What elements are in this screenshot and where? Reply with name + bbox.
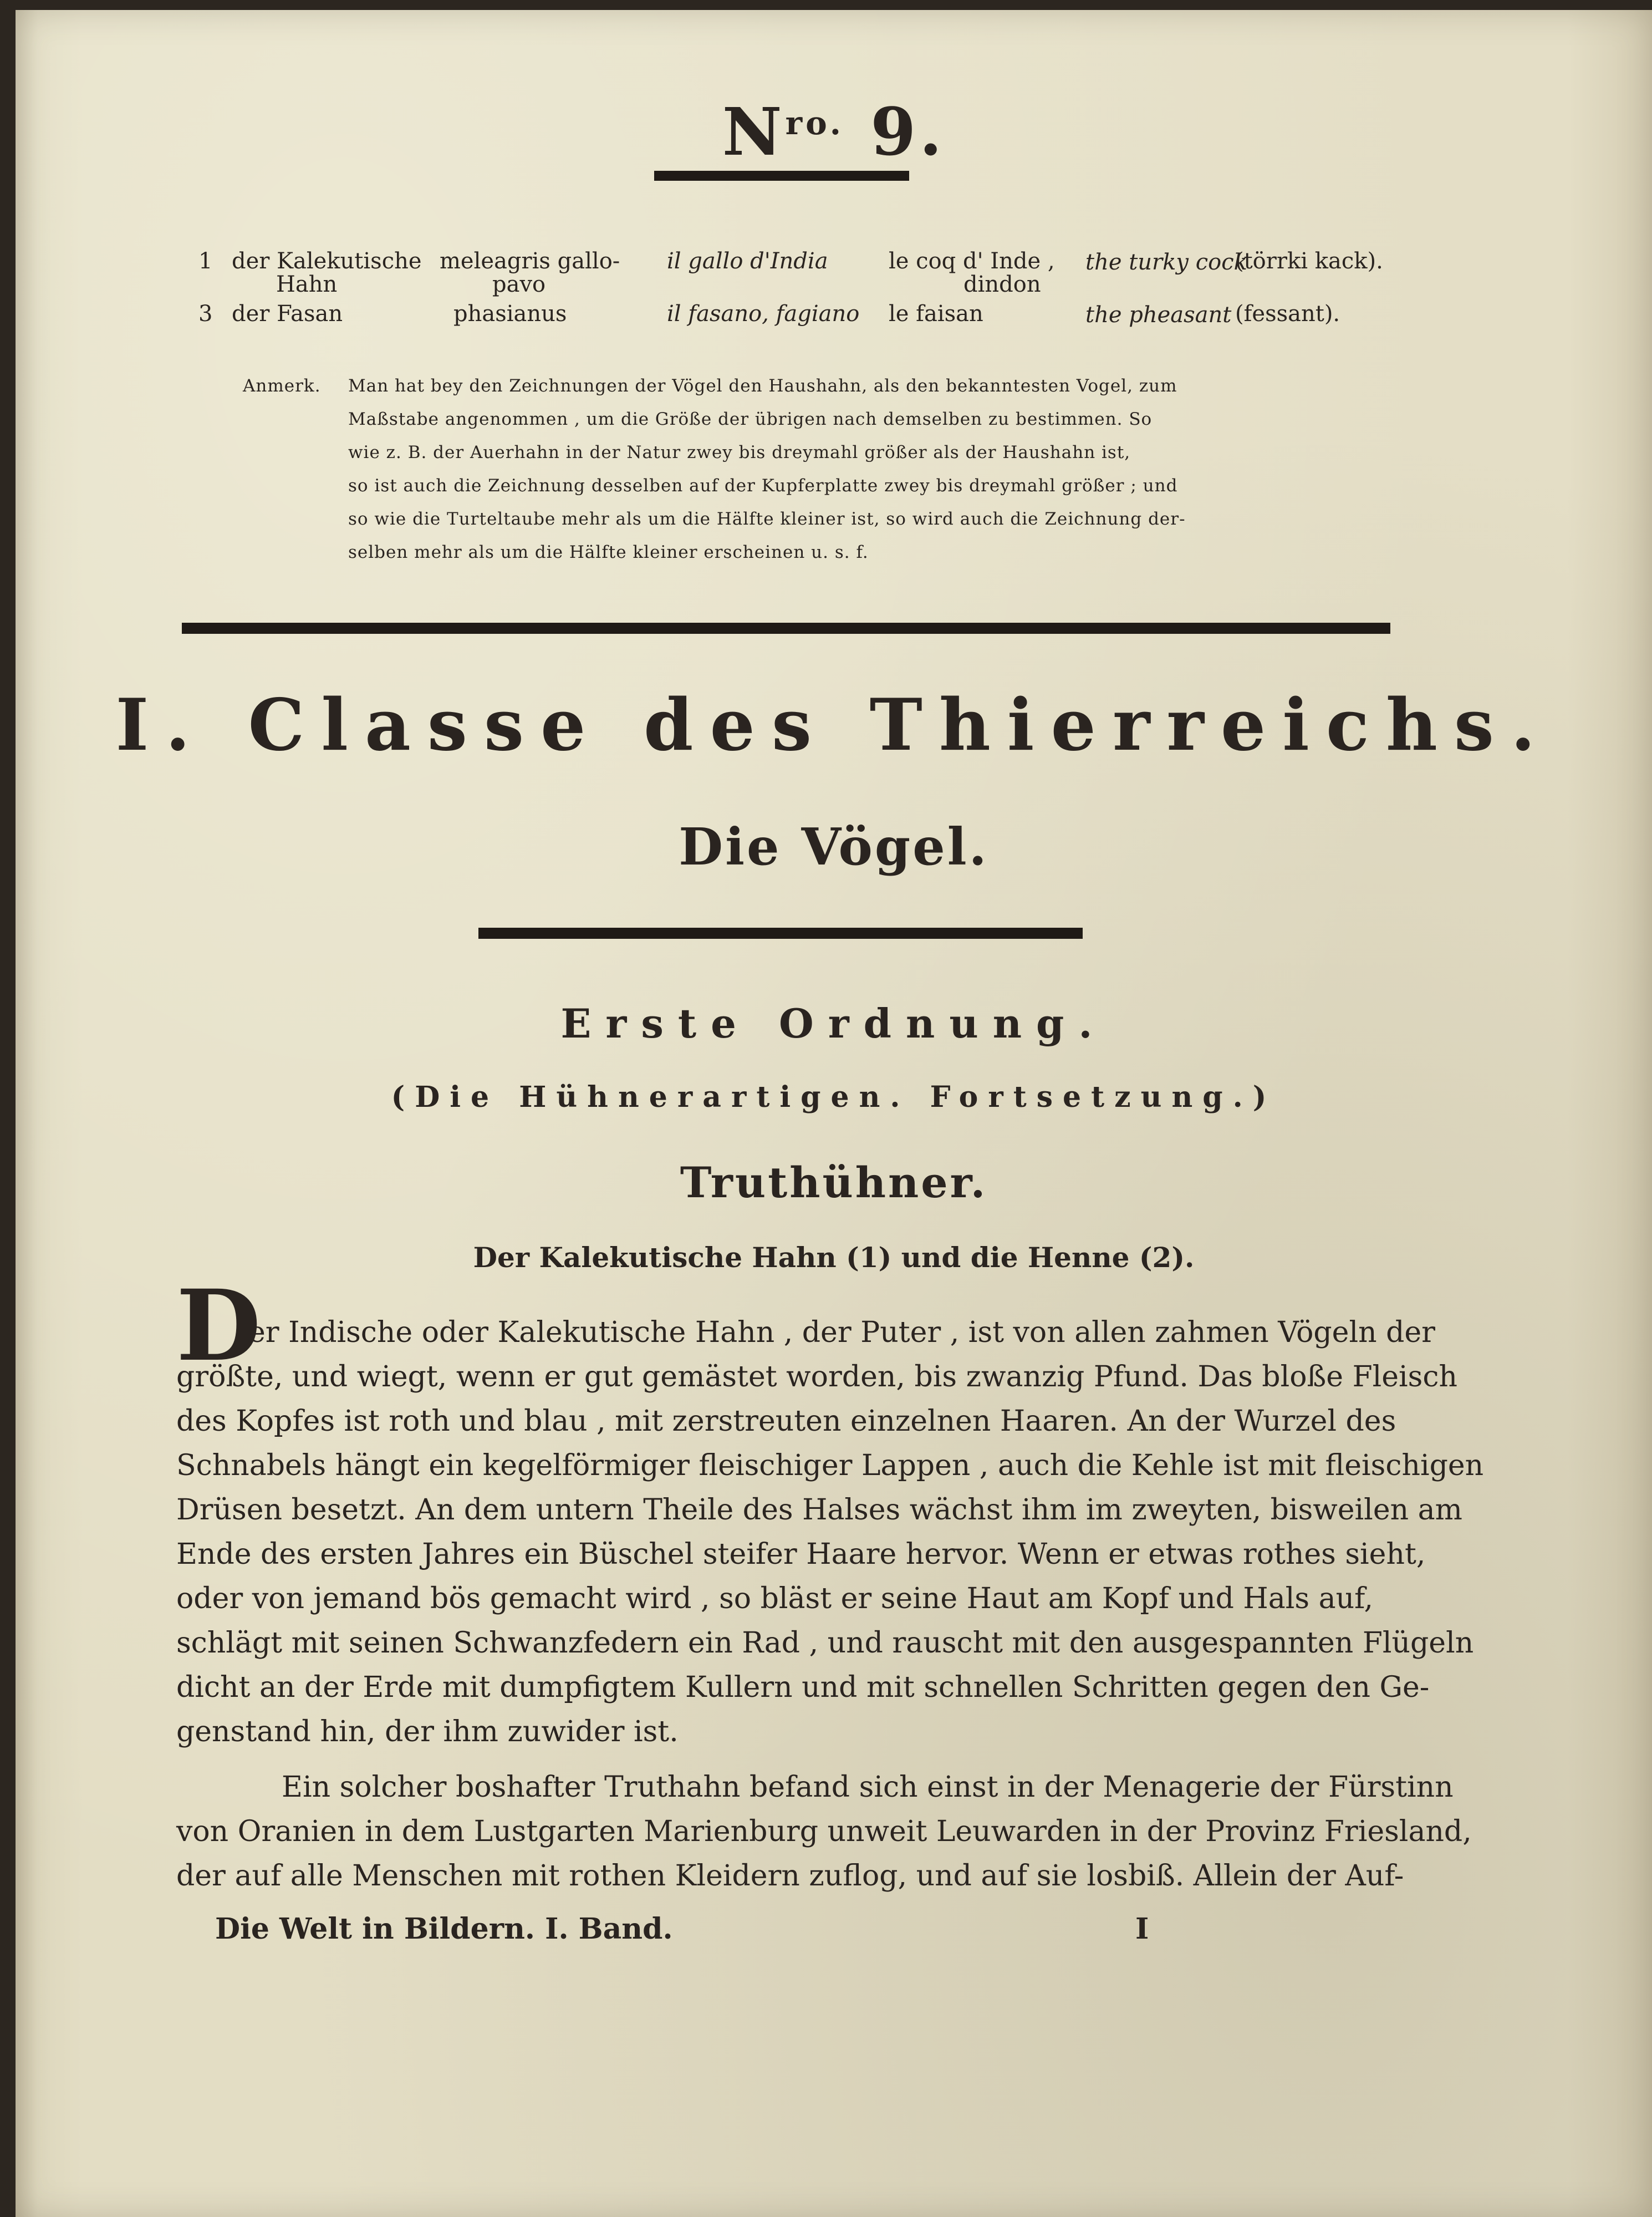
issue-sup: ro. bbox=[785, 104, 844, 142]
body-line: dicht an der Erde mit dumpfigtem Kullern und mit schnellen Schritten gegen den Ge- bbox=[176, 1671, 1430, 1704]
issue-prefix: N bbox=[722, 93, 786, 170]
note-line: so wie die Turteltaube mehr als um die Hälfte kleiner ist, so wird auch die Zeichnung der- bbox=[348, 509, 1186, 529]
note-label: Anmerk. bbox=[243, 376, 321, 396]
german-name: der Fasan bbox=[232, 301, 343, 327]
latin-name: meleagris gallo- bbox=[440, 248, 620, 274]
body-line: größte, und wiegt, wenn er gut gemästet worden, bis zwanzig Pfund. Das bloße Fleisch bbox=[176, 1360, 1457, 1394]
row-number: 1 bbox=[198, 248, 213, 274]
issue-value: 9. bbox=[870, 93, 946, 170]
genus-title: Truthühner. bbox=[680, 1158, 988, 1207]
section-rule bbox=[182, 623, 1390, 634]
body-line: Schnabels hängt ein kegelförmiger fleischiger Lappen , auch die Kehle ist mit fleischigen bbox=[176, 1449, 1484, 1482]
body-line: Ende des ersten Jahres ein Büschel steifer Haare hervor. Wenn er etwas rothes sieht, bbox=[176, 1538, 1426, 1571]
order-title: Erste Ordnung. bbox=[560, 1000, 1107, 1047]
body-line: von Oranien in dem Lustgarten Marienburg unweit Leuwarden in der Provinz Friesland, bbox=[176, 1815, 1472, 1848]
pronunciation: (fessant). bbox=[1235, 301, 1340, 327]
body-line: er Indische oder Kalekutische Hahn , der Puter , ist von allen zahmen Vögeln der bbox=[248, 1316, 1436, 1349]
note-line: wie z. B. der Auerhahn in der Natur zwey bis dreymahl größer als der Haushahn ist, bbox=[348, 443, 1131, 462]
body-line: der auf alle Menschen mit rothen Kleidern zuflog, und auf sie losbiß. Allein der Auf- bbox=[176, 1859, 1404, 1893]
note-line: Maßstabe angenommen , um die Größe der übrigen nach demselben zu bestimmen. So bbox=[348, 409, 1153, 429]
class-title: I. Classe des Thierreichs. bbox=[115, 684, 1552, 767]
note-line: Man hat bey den Zeichnungen der Vögel den Haushahn, als den bekanntesten Vogel, zum bbox=[348, 376, 1177, 396]
body-line: Drüsen besetzt. An dem untern Theile des Halses wächst ihm im zweyten, bisweilen am bbox=[176, 1493, 1462, 1527]
french-name-2: dindon bbox=[963, 272, 1041, 297]
row-number: 3 bbox=[198, 301, 213, 327]
italian-name: il gallo d'India bbox=[667, 248, 828, 274]
issue-number bbox=[16, 93, 1652, 170]
species-title: Der Kalekutische Hahn (1) und die Henne (2). bbox=[473, 1241, 1195, 1274]
document-page bbox=[16, 10, 1652, 2217]
pronunciation: (törrki kack). bbox=[1235, 248, 1383, 274]
french-name: le faisan bbox=[889, 301, 983, 327]
french-name: le coq d' Inde , bbox=[889, 248, 1055, 274]
title-rule bbox=[478, 928, 1083, 939]
header-rule bbox=[654, 171, 909, 181]
note-line: so ist auch die Zeichnung desselben auf der Kupferplatte zwey bis dreymahl größer ; und bbox=[348, 476, 1178, 496]
latin-name: phasianus bbox=[453, 301, 567, 327]
footer-title: Die Welt in Bildern. I. Band. bbox=[215, 1912, 673, 1946]
body-line: schlägt mit seinen Schwanzfedern ein Rad , und rauscht mit den ausgespannten Flügeln bbox=[176, 1626, 1474, 1660]
drop-cap: D bbox=[176, 1268, 261, 1383]
note-line: selben mehr als um die Hälfte kleiner erscheinen u. s. f. bbox=[348, 542, 869, 562]
english-name: the turky cock bbox=[1085, 250, 1247, 275]
body-line: des Kopfes ist roth und blau , mit zerstreuten einzelnen Haaren. An der Wurzel des bbox=[176, 1405, 1396, 1438]
latin-name-2: pavo bbox=[492, 272, 546, 297]
nomenclature-row-2 bbox=[16, 301, 1652, 334]
signature-mark: I bbox=[1135, 1912, 1149, 1946]
birds-title: Die Vögel. bbox=[679, 817, 989, 877]
body-line: Ein solcher boshafter Truthahn befand sich einst in der Menagerie der Fürstinn bbox=[282, 1771, 1454, 1804]
english-name: the pheasant bbox=[1085, 302, 1232, 328]
body-line: oder von jemand bös gemacht wird , so bläst er seine Haut am Kopf und Hals auf, bbox=[176, 1582, 1373, 1615]
german-name-2: Hahn bbox=[276, 272, 338, 297]
body-line: genstand hin, der ihm zuwider ist. bbox=[176, 1715, 679, 1748]
order-subtitle: (Die Hühnerartigen. Fortsetzung.) bbox=[391, 1080, 1277, 1114]
german-name: der Kalekutische bbox=[232, 248, 422, 274]
italian-name: il fasano, fagiano bbox=[667, 301, 860, 327]
